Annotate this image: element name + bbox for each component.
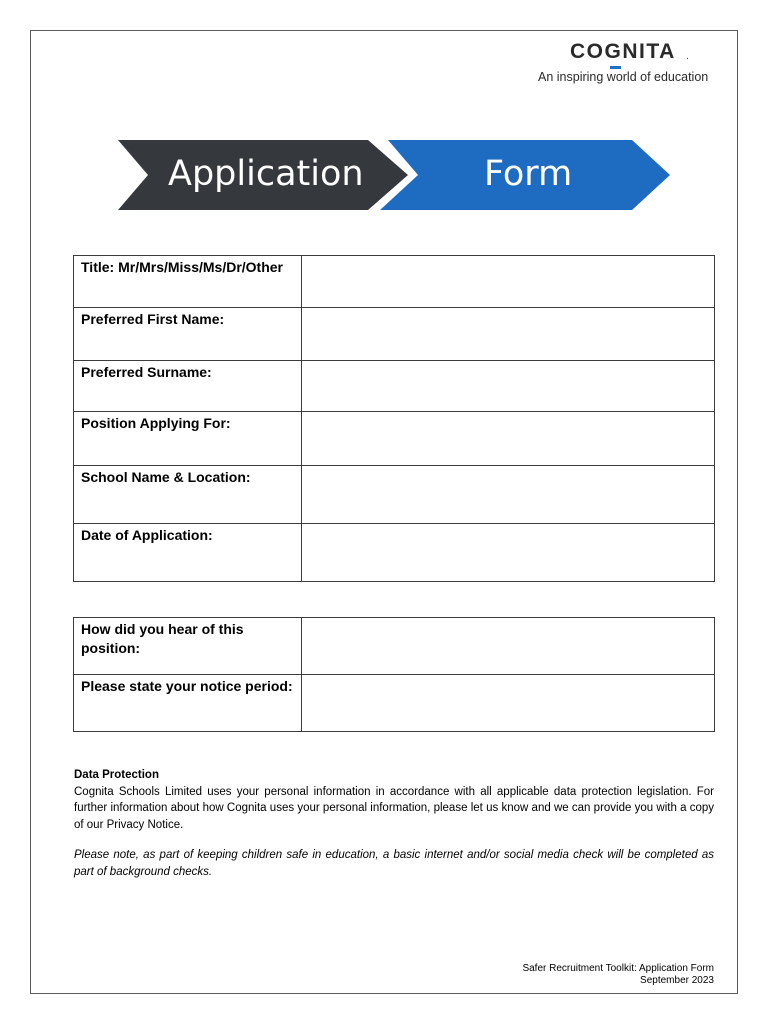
table-row [74,524,715,582]
surname-field[interactable] [302,361,715,412]
banner-application-text: Application [168,154,364,194]
table-row [74,466,715,524]
title-banner [118,140,670,210]
logo-tagline: An inspiring world of education [538,70,709,84]
footer-date: September 2023 [640,975,714,986]
hear-of-position-field[interactable] [302,618,715,675]
additional-info-table [73,617,715,732]
applicant-details-table [73,255,715,582]
data-protection-title: Data Protection [74,769,159,781]
logo-dot: . [686,51,689,62]
school-label: School Name & Location: [74,466,302,524]
school-field[interactable] [302,466,715,524]
table-row [74,361,715,412]
data-protection-body: Cognita Schools Limited uses your personal information in accordance with all applicable data protection legislation. For further information about how Cognita uses your personal information, please let us know and we can provide you with a copy of our Privacy Notice. [74,785,714,831]
title-label: Title: Mr/Mrs/Miss/Ms/Dr/Other [74,256,302,308]
data-protection-section [74,767,714,880]
logo-accent-bar [610,66,621,69]
table-row [74,675,715,732]
background-check-note: Please note, as part of keeping children safe in education, a basic internet and/or social media check will be completed as part of background checks. [74,849,714,878]
hear-of-position-label: How did you hear of this position: [74,618,302,675]
cognita-logo [520,38,720,88]
table-row [74,308,715,361]
footer-document-title: Safer Recruitment Toolkit: Application Form [522,963,714,974]
title-field[interactable] [302,256,715,308]
position-field[interactable] [302,412,715,466]
date-label: Date of Application: [74,524,302,582]
table-row [74,412,715,466]
logo-wordmark: COGNITA [570,40,676,63]
table-row [74,618,715,675]
banner-form-text: Form [484,154,573,194]
surname-label: Preferred Surname: [74,361,302,412]
notice-period-label: Please state your notice period: [74,675,302,732]
position-label: Position Applying For: [74,412,302,466]
table-row [74,256,715,308]
first-name-label: Preferred First Name: [74,308,302,361]
notice-period-field[interactable] [302,675,715,732]
page-footer [522,963,714,987]
date-field[interactable] [302,524,715,582]
first-name-field[interactable] [302,308,715,361]
